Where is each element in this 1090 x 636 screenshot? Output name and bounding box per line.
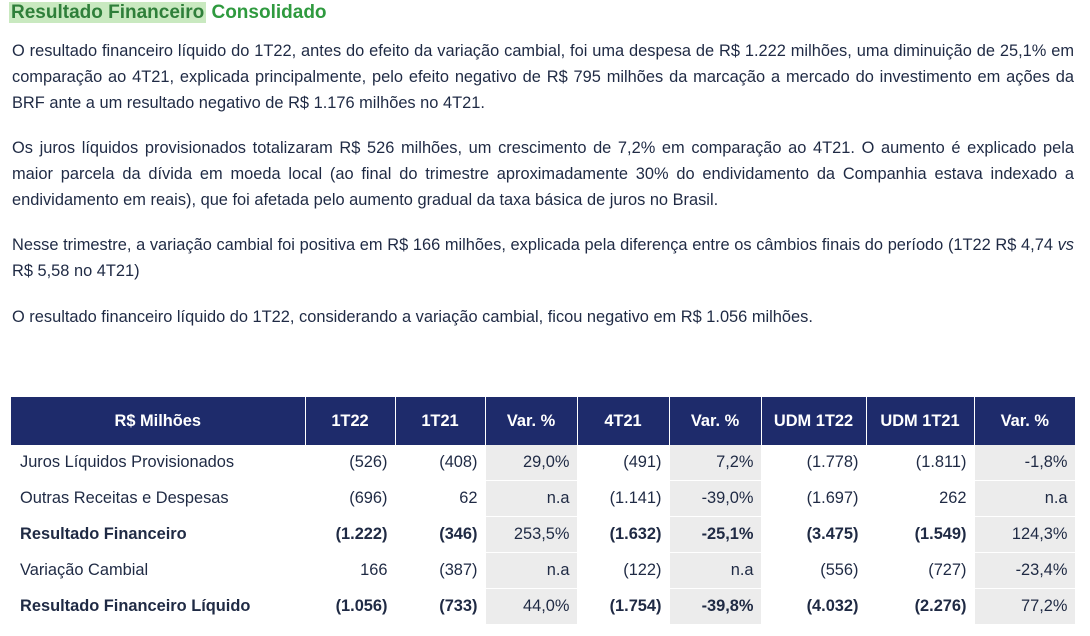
title-rest: Consolidado — [211, 2, 327, 23]
header-udm-1t21: UDM 1T21 — [866, 397, 974, 445]
cell: 262 — [866, 481, 974, 517]
cell: (727) — [866, 553, 974, 589]
row-label: Variação Cambial — [11, 553, 305, 589]
cell: n.a — [485, 553, 577, 589]
cell: (1.222) — [305, 517, 395, 553]
cell: (122) — [577, 553, 669, 589]
table-row — [11, 517, 1075, 553]
cell: (4.032) — [761, 589, 866, 625]
cell: (1.778) — [761, 445, 866, 481]
cell: (1.811) — [866, 445, 974, 481]
row-label: Outras Receitas e Despesas — [11, 481, 305, 517]
cell: (696) — [305, 481, 395, 517]
section-title — [9, 0, 327, 26]
cell: (408) — [395, 445, 485, 481]
table-header-row — [11, 397, 1075, 445]
cell: (346) — [395, 517, 485, 553]
header-1t21: 1T21 — [395, 397, 485, 445]
cell: (1.697) — [761, 481, 866, 517]
cell: 253,5% — [485, 517, 577, 553]
cell: 166 — [305, 553, 395, 589]
cell: 124,3% — [974, 517, 1075, 553]
cell: (1.754) — [577, 589, 669, 625]
paragraph-2: Os juros líquidos provisionados totalizaram R$ 526 milhões, um crescimento de 7,2% em comparação ao 4T21. O aumento é explicado pela maior parcela da dívida em moeda local (ao final do trimestre aproximadamente 30% do endividamento da Companhia estava indexado a endividamento em reais), que foi afetada pelo aumento gradual da taxa básica de juros no Brasil. — [12, 139, 1074, 209]
cell: 44,0% — [485, 589, 577, 625]
cell: (3.475) — [761, 517, 866, 553]
cell: (526) — [305, 445, 395, 481]
cell: -39,0% — [669, 481, 761, 517]
header-udm-1t22: UDM 1T22 — [761, 397, 866, 445]
cell: (1.141) — [577, 481, 669, 517]
paragraph-3-italic: vs — [1057, 236, 1074, 254]
header-4t21: 4T21 — [577, 397, 669, 445]
financial-results-table — [11, 397, 1076, 625]
cell: -25,1% — [669, 517, 761, 553]
cell: n.a — [485, 481, 577, 517]
cell: (387) — [395, 553, 485, 589]
cell: (1.632) — [577, 517, 669, 553]
cell: n.a — [669, 553, 761, 589]
row-label: Resultado Financeiro Líquido — [11, 589, 305, 625]
paragraph-1: O resultado financeiro líquido do 1T22, antes do efeito da variação cambial, foi uma despesa de R$ 1.222 milhões, uma diminuição de 25,1% em comparação ao 4T21, explicada principalmente, pelo efeito negativo de R$ 795 milhões da marcação a mercado do investimento em ações da BRF ante a um resultado negativo de R$ 1.176 milhões no 4T21. — [12, 42, 1074, 112]
cell: (1.056) — [305, 589, 395, 625]
cell: (491) — [577, 445, 669, 481]
title-highlight: Resultado Financeiro — [11, 2, 205, 23]
cell: -1,8% — [974, 445, 1075, 481]
header-var-yoy: Var. % — [485, 397, 577, 445]
header-label: R$ Milhões — [11, 397, 305, 445]
cell: (1.549) — [866, 517, 974, 553]
table-row — [11, 481, 1075, 517]
cell: 29,0% — [485, 445, 577, 481]
row-label: Juros Líquidos Provisionados — [11, 445, 305, 481]
paragraph-4: O resultado financeiro líquido do 1T22, considerando a variação cambial, ficou negativo em R$ 1.056 milhões. — [12, 308, 813, 326]
paragraph-3 — [12, 232, 1074, 284]
header-1t22: 1T22 — [305, 397, 395, 445]
cell: 7,2% — [669, 445, 761, 481]
cell: 77,2% — [974, 589, 1075, 625]
paragraph-3-before: Nesse trimestre, a variação cambial foi positiva em R$ 166 milhões, explicada pela diferença entre os câmbios finais do período (1T22 R$ 4,74 — [12, 236, 1058, 254]
row-label: Resultado Financeiro — [11, 517, 305, 553]
header-var-udm: Var. % — [974, 397, 1075, 445]
cell: n.a — [974, 481, 1075, 517]
header-var-qoq: Var. % — [669, 397, 761, 445]
cell: (556) — [761, 553, 866, 589]
table-row — [11, 445, 1075, 481]
table-row — [11, 553, 1075, 589]
table-row — [11, 589, 1075, 625]
cell: (733) — [395, 589, 485, 625]
paragraph-3-after: R$ 5,58 no 4T21) — [12, 262, 140, 280]
cell: -23,4% — [974, 553, 1075, 589]
cell: -39,8% — [669, 589, 761, 625]
cell: 62 — [395, 481, 485, 517]
cell: (2.276) — [866, 589, 974, 625]
